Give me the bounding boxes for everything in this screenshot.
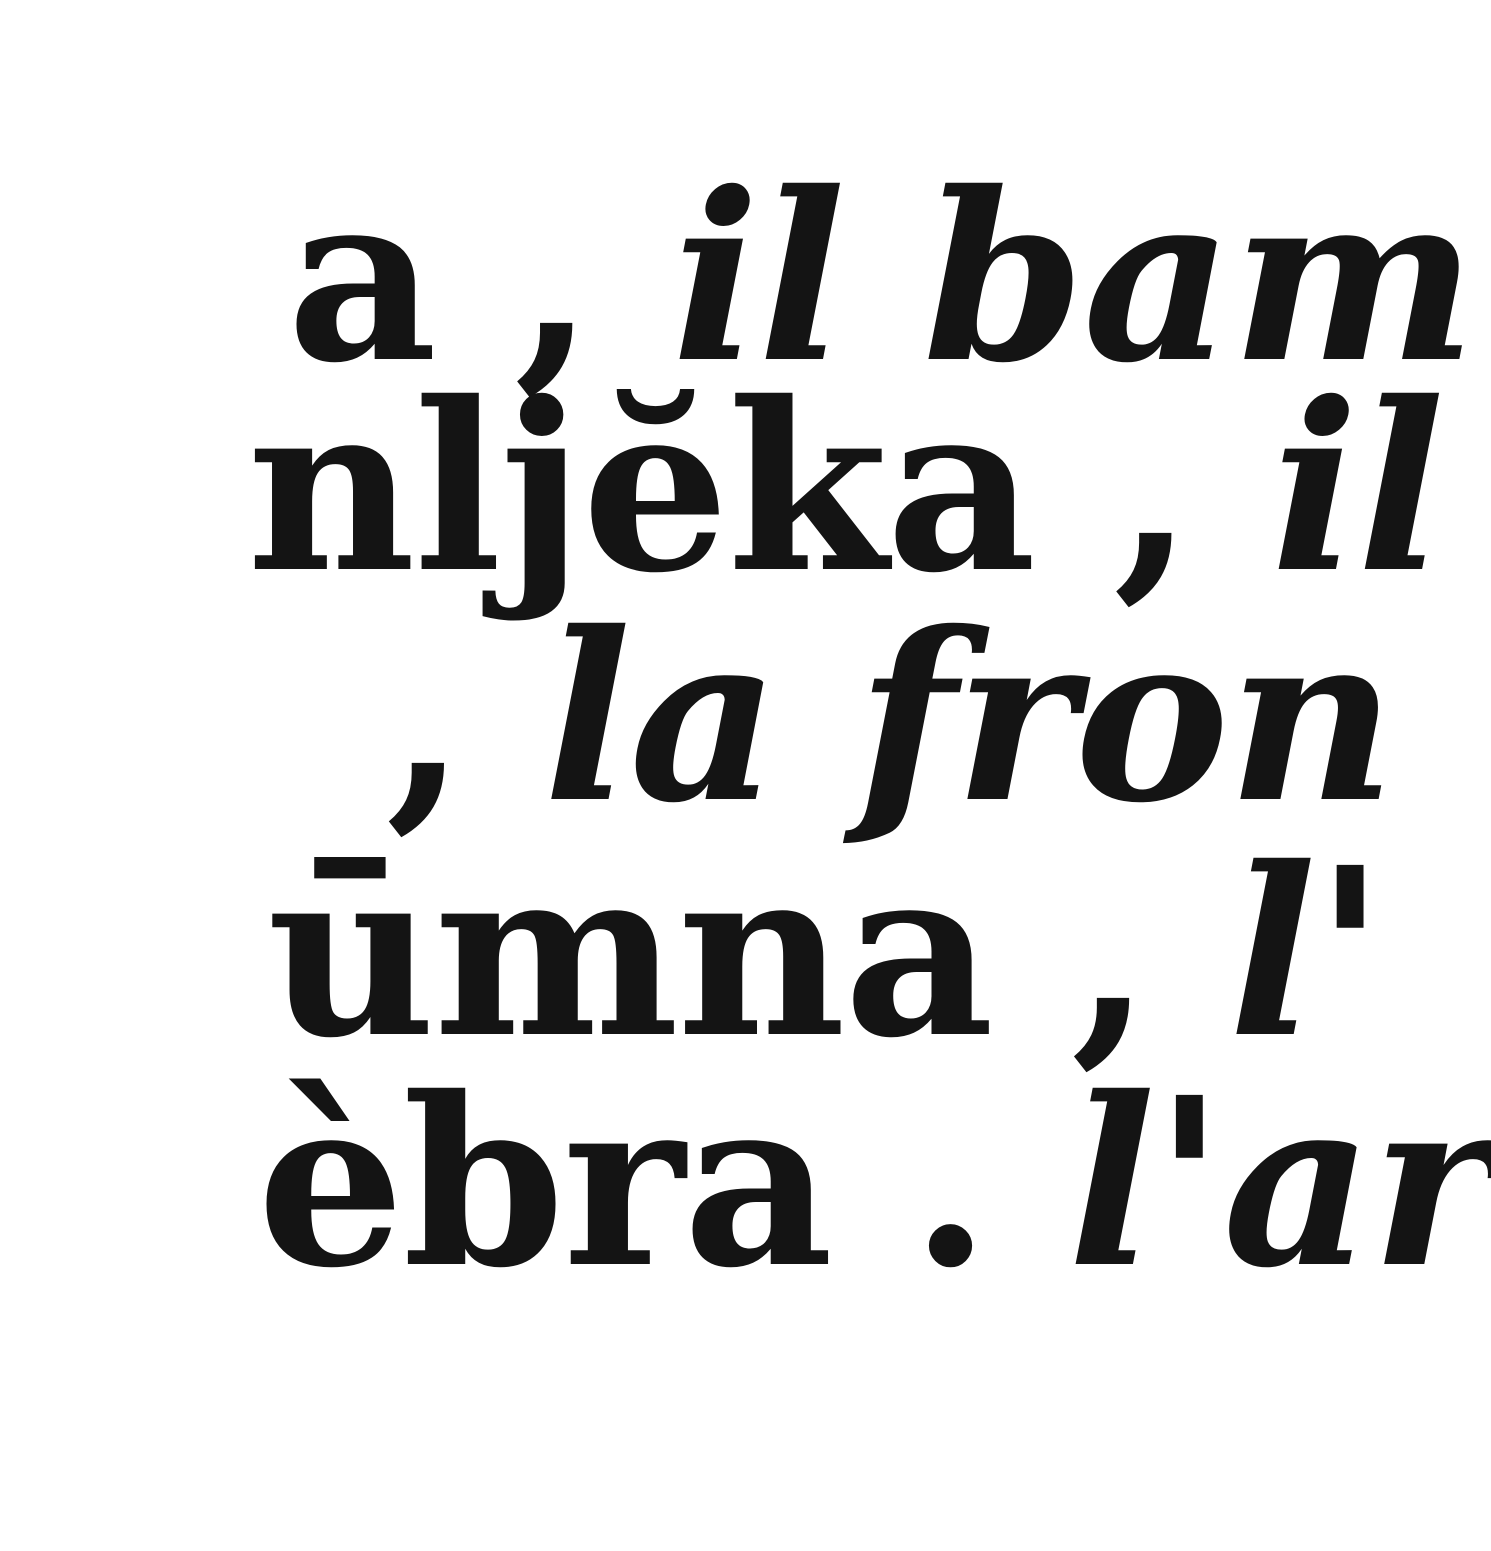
- roman-word: a ,: [286, 141, 672, 414]
- italic-word: l'ar: [1067, 1046, 1491, 1319]
- roman-word: èbra .: [256, 1046, 1068, 1319]
- roman-word: ,: [306, 581, 544, 854]
- italic-word: il: [1270, 351, 1443, 624]
- text-line-5: [0, 835, 1491, 1532]
- roman-word: ūmna ,: [266, 816, 1229, 1089]
- italic-word: il bam: [671, 141, 1475, 414]
- italic-word: l': [1228, 816, 1384, 1089]
- roman-word: nljĕka ,: [246, 351, 1271, 624]
- italic-word: la fron: [543, 581, 1394, 854]
